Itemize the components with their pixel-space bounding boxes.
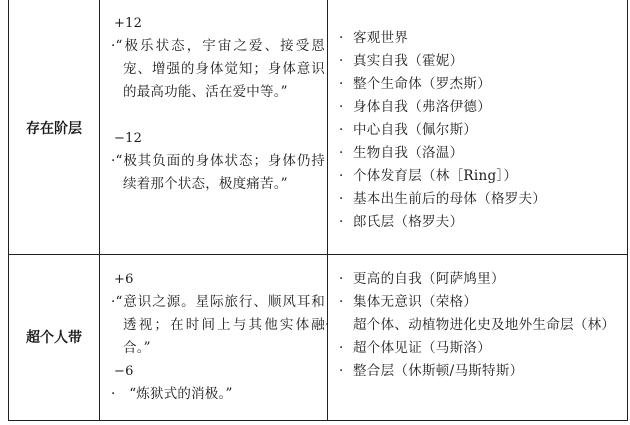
list-item: · 真实自我（霍妮） bbox=[339, 53, 464, 69]
level-negative-text: ·“极其负面的身体状态；身体仍持续着那个状态，极度痛苦。” bbox=[111, 153, 325, 192]
level-positive-text: ·“意识之源。星际旅行、顺风耳和透视；在时间上与其他实体融合。” bbox=[111, 294, 325, 356]
list-item: · 超个体见证（马斯洛） bbox=[339, 340, 491, 356]
level-positive-label: +6 bbox=[114, 272, 134, 287]
list-item: · 中心自我（佩尔斯） bbox=[339, 122, 478, 138]
level-negative-label: −12 bbox=[114, 131, 143, 146]
level-negative-text: · “炼狱式的消极。” bbox=[111, 386, 233, 402]
level-positive-text: ·“极乐状态，宇宙之爱、接受恩宠、增强的身体觉知；身体意识的最高功能、活在爱中等。” bbox=[111, 38, 325, 100]
list-item: · 客观世界 bbox=[339, 30, 409, 46]
table-frame bbox=[8, 0, 628, 421]
list-item: · 集体无意识（荣格） bbox=[339, 294, 478, 310]
items-cell-transpersonal bbox=[325, 268, 624, 383]
list-item: · 生物自我（洛温） bbox=[339, 145, 464, 161]
list-item: · 个体发育层（林［Ring］） bbox=[339, 168, 518, 184]
category-cell-existence: 存在阶层 bbox=[26, 121, 82, 137]
items-cell-existence bbox=[339, 27, 624, 234]
column-divider-1 bbox=[99, 0, 100, 420]
list-item: · 身体自我（弗洛伊德） bbox=[339, 99, 491, 115]
list-item: · 整合层（休斯顿/马斯特斯） bbox=[339, 363, 524, 379]
list-item: · 更高的自我（阿萨鸠里） bbox=[339, 271, 505, 287]
category-cell-transpersonal: 超个人带 bbox=[26, 330, 82, 346]
list-item: · 超个体、动植物进化史及地外生命层（林） bbox=[325, 317, 616, 333]
level-negative-label: −6 bbox=[114, 364, 134, 379]
list-item: · 郎氏层（格罗夫） bbox=[339, 214, 464, 230]
level-positive-label: +12 bbox=[114, 16, 143, 31]
column-divider-2 bbox=[327, 0, 328, 420]
list-item: · 基本出生前后的母体（格罗夫） bbox=[339, 191, 547, 207]
description-cell-existence bbox=[111, 12, 325, 196]
description-cell-transpersonal bbox=[111, 268, 325, 406]
row-divider bbox=[9, 254, 627, 255]
list-item: · 整个生命体（罗杰斯） bbox=[339, 76, 491, 92]
